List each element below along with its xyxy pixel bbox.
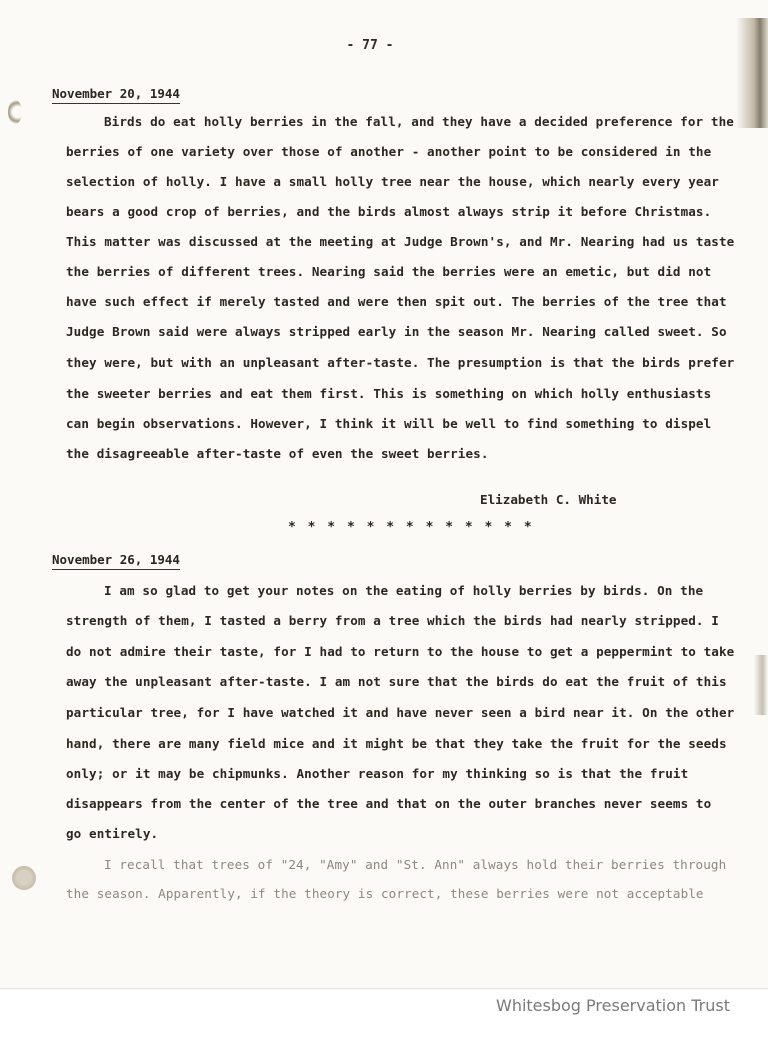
text-line: away the unpleasant after-taste. I am not sure that the birds do eat the fruit of this — [66, 674, 727, 689]
paper-edge-stain — [736, 18, 768, 128]
punch-hole — [8, 100, 22, 124]
text-line: can begin observations. However, I think it will be well to find something to dispel — [66, 416, 712, 431]
text-line: the season. Apparently, if the theory is correct, these berries were not acceptable — [66, 886, 704, 901]
text-line: go entirely. — [66, 826, 159, 841]
footer-divider — [0, 988, 768, 989]
text-line: do not admire their taste, for I had to return to the house to get a peppermint to take — [66, 644, 735, 659]
text-line: bears a good crop of berries, and the birds almost always strip it before Christmas. — [66, 204, 712, 219]
text-line: the disagreeable after-taste of even the sweet berries. — [66, 446, 489, 461]
text-line: the sweeter berries and eat them first. This is something on which holly enthusiasts — [66, 386, 712, 401]
text-line: This matter was discussed at the meeting at Judge Brown's, and Mr. Nearing had us taste — [66, 234, 735, 249]
signature: Elizabeth C. White — [480, 492, 617, 507]
text-line: I am so glad to get your notes on the eating of holly berries by birds. On the — [104, 583, 704, 598]
text-line: Judge Brown said were always stripped early in the season Mr. Nearing called sweet. So — [66, 324, 727, 339]
text-line: disappears from the center of the tree and that on the outer branches never seems to — [66, 796, 712, 811]
text-line: I recall that trees of "24, "Amy" and "St. Ann" always hold their berries through — [104, 857, 727, 872]
text-line: strength of them, I tasted a berry from a tree which the birds had nearly stripped. I — [66, 613, 719, 628]
text-line: the berries of different trees. Nearing said the berries were an emetic, but did not — [66, 264, 712, 279]
page-number: - 77 - — [346, 38, 394, 53]
text-line: selection of holly. I have a small holly tree near the house, which nearly every year — [66, 174, 719, 189]
text-line: berries of one variety over those of another - another point to be considered in the — [66, 144, 712, 159]
text-line: particular tree, for I have watched it and have never seen a bird near it. On the other — [66, 705, 735, 720]
paper-edge-mark — [754, 655, 768, 715]
watermark: Whitesbog Preservation Trust — [496, 996, 730, 1015]
entry-date: November 26, 1944 — [52, 552, 180, 570]
text-line: have such effect if merely tasted and were then spit out. The berries of the tree that — [66, 294, 727, 309]
text-line: only; or it may be chipmunks. Another reason for my thinking so is that the fruit — [66, 766, 689, 781]
punch-hole — [12, 866, 36, 890]
text-line: they were, but with an unpleasant after-taste. The presumption is that the birds prefer — [66, 355, 735, 370]
section-separator: * * * * * * * * * * * * * — [288, 520, 534, 535]
text-line: hand, there are many field mice and it might be that they take the fruit for the seeds — [66, 736, 727, 751]
text-line: Birds do eat holly berries in the fall, and they have a decided preference for the — [104, 114, 734, 129]
entry-date: November 20, 1944 — [52, 86, 180, 104]
